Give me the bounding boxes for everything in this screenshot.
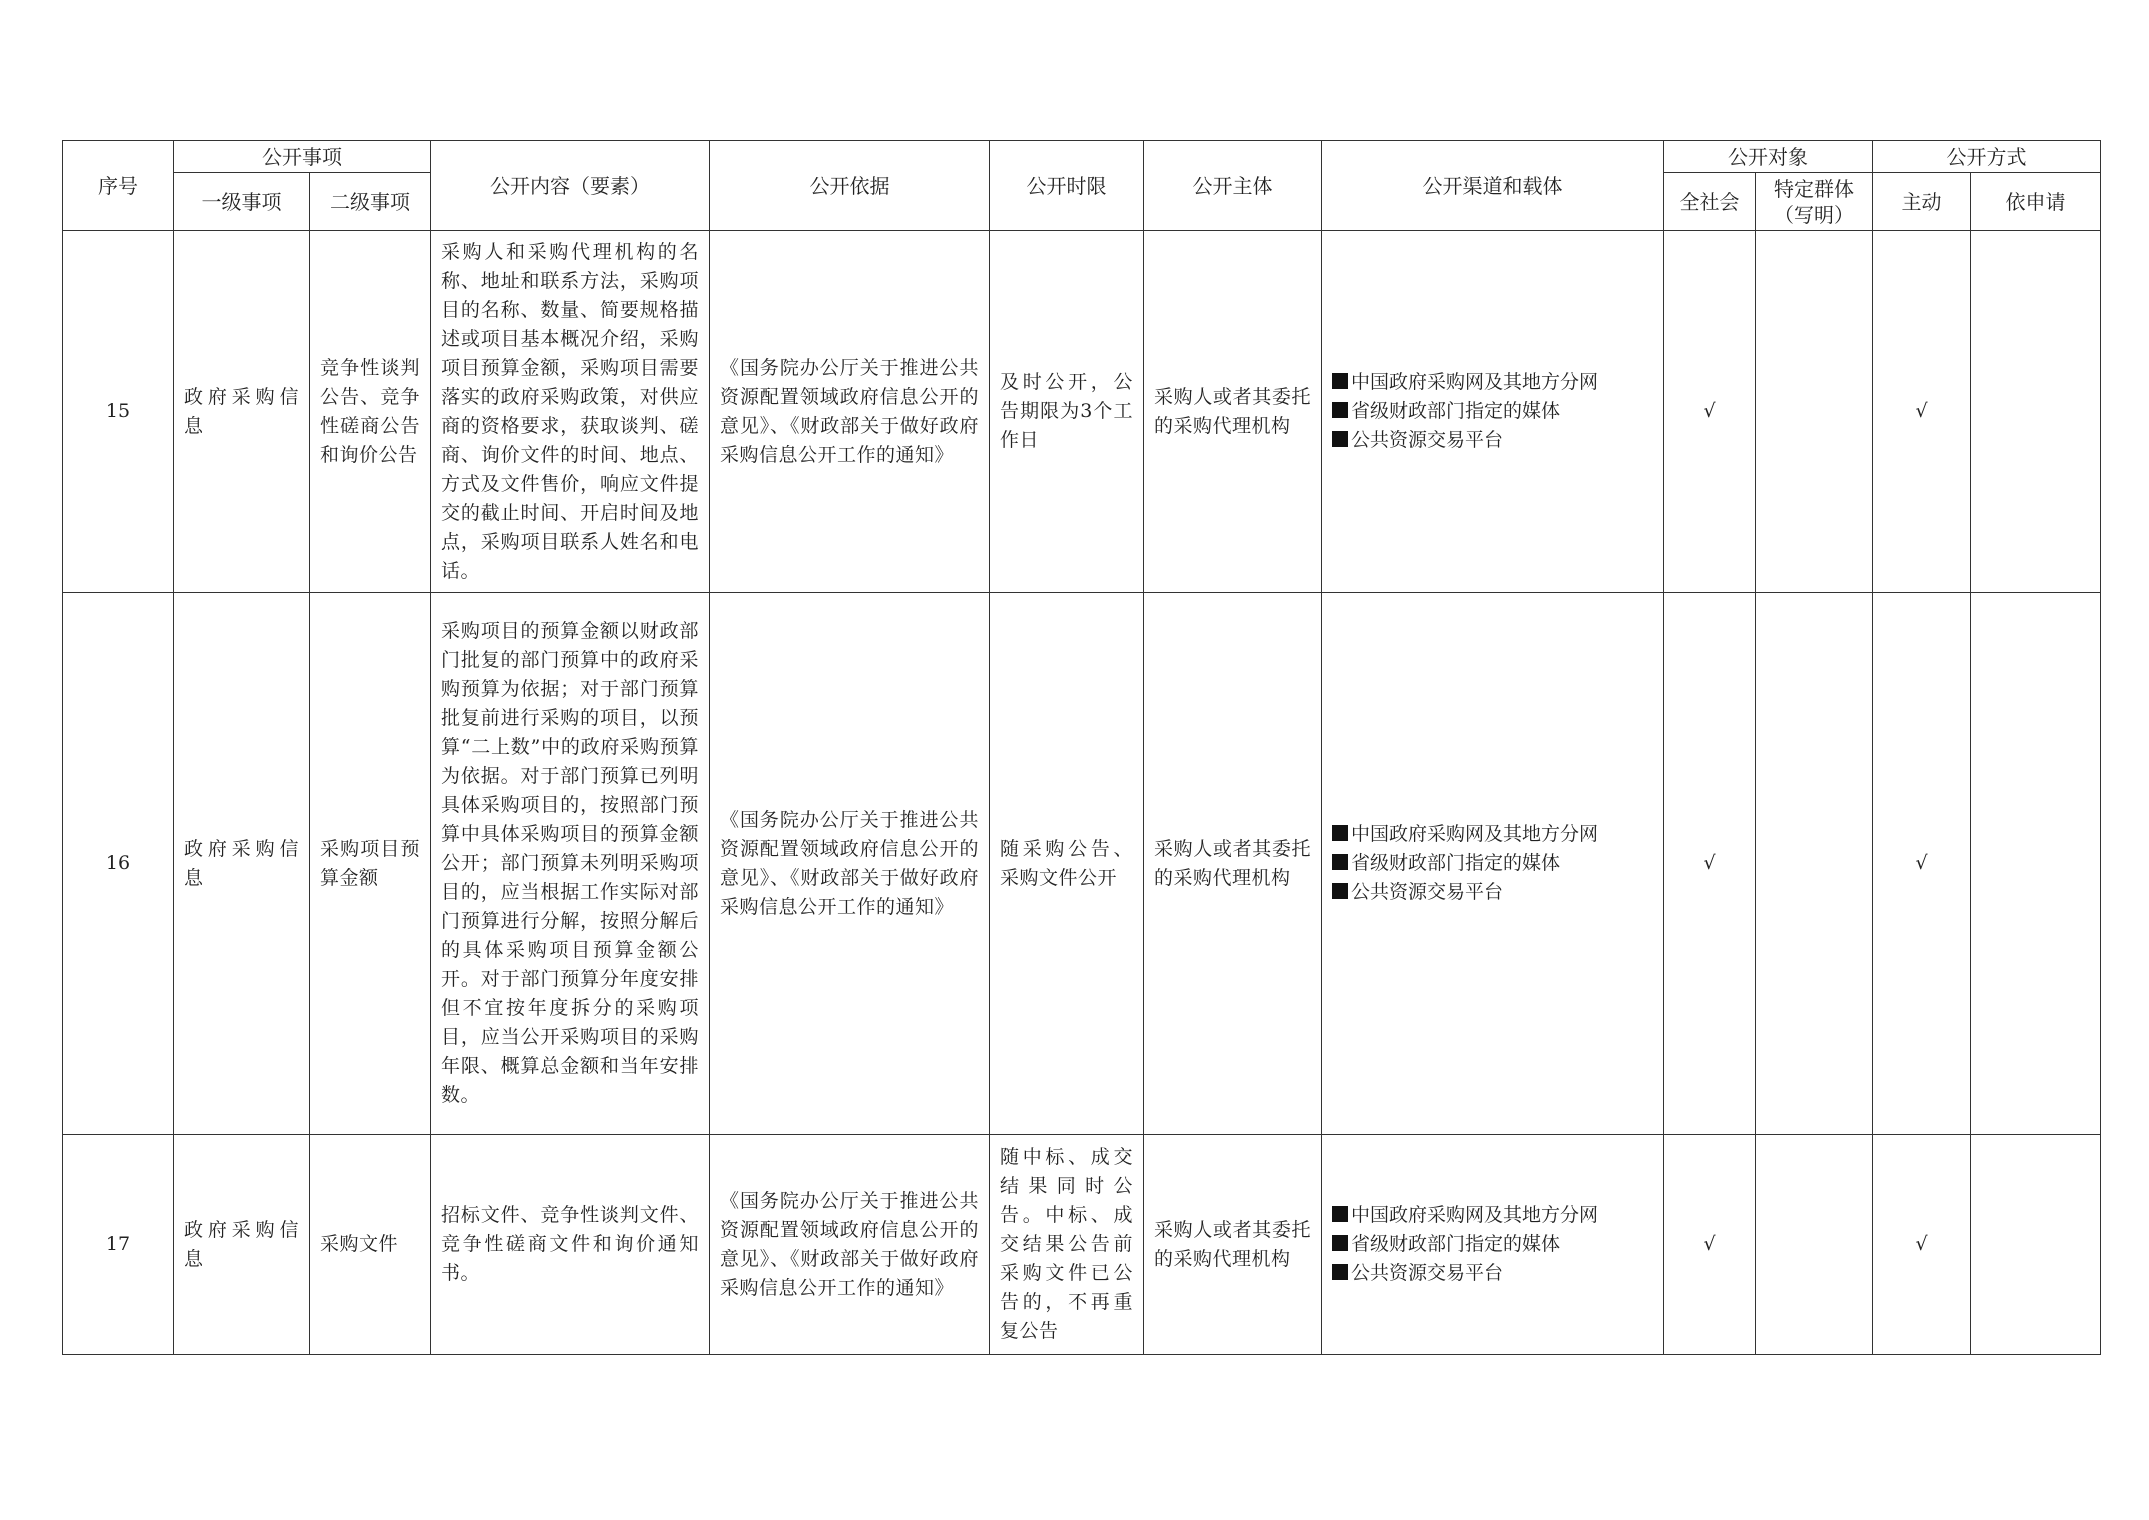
channel-label: 中国政府采购网及其地方分网	[1351, 1204, 1599, 1226]
black-square-icon	[1332, 825, 1348, 841]
row-level2: 采购项目预算金额	[310, 593, 431, 1135]
header-method-active: 主动	[1873, 173, 1971, 231]
row-target-specific	[1756, 231, 1873, 593]
row-basis: 《国务院办公厅关于推进公共资源配置领域政府信息公开的意见》、《财政部关于做好政府采购信息公开工作的通知》	[710, 231, 990, 593]
black-square-icon	[1332, 431, 1348, 447]
header-target-specific	[1756, 173, 1873, 231]
channel-label: 省级财政部门指定的媒体	[1351, 400, 1561, 422]
header-target-specific-line2: （写明）	[1774, 202, 1854, 227]
row-channels	[1322, 1135, 1664, 1355]
channel-item	[1332, 397, 1653, 426]
channel-item	[1332, 1259, 1653, 1288]
row-time-limit: 及时公开，公告期限为3个工作日	[990, 231, 1144, 593]
row-content: 采购项目的预算金额以财政部门批复的部门预算中的政府采购预算为依据；对于部门预算批复前进行采购的项目，以预算“二上数”中的政府采购预算为依据。对于部门预算已列明具体采购项目的，按照部门预算中具体采购项目的预算金额公开；部门预算未列明采购项目的，应当根据工作实际对部门预算进行分解，按照分解后的具体采购项目预算金额公开。对于部门预算分年度安排但不宜按年度拆分的采购项目，应当公开采购项目的采购年限、概算总金额和当年安排数。	[431, 593, 710, 1135]
header-content: 公开内容（要素）	[431, 141, 710, 231]
channel-item	[1332, 1230, 1653, 1259]
row-method-active: √	[1873, 593, 1971, 1135]
channel-label: 省级财政部门指定的媒体	[1351, 852, 1561, 874]
table-header	[63, 141, 2101, 231]
channel-label: 中国政府采购网及其地方分网	[1351, 823, 1599, 845]
black-square-icon	[1332, 373, 1348, 389]
header-time-limit: 公开时限	[990, 141, 1144, 231]
header-subject: 公开主体	[1144, 141, 1322, 231]
row-level1: 政府采购信息	[174, 231, 310, 593]
header-basis: 公开依据	[710, 141, 990, 231]
channel-label: 公共资源交易平台	[1351, 429, 1504, 451]
row-level2: 竞争性谈判公告、竞争性磋商公告和询价公告	[310, 231, 431, 593]
channel-label: 省级财政部门指定的媒体	[1351, 1233, 1561, 1255]
row-content: 招标文件、竞争性谈判文件、竞争性磋商文件和询价通知书。	[431, 1135, 710, 1355]
row-subject: 采购人或者其委托的采购代理机构	[1144, 231, 1322, 593]
header-seq: 序号	[63, 141, 174, 231]
header-method-group: 公开方式	[1873, 141, 2101, 173]
header-target-all: 全社会	[1664, 173, 1756, 231]
header-target-specific-line1: 特定群体	[1774, 176, 1854, 201]
row-subject: 采购人或者其委托的采购代理机构	[1144, 1135, 1322, 1355]
table-row	[63, 593, 2101, 1135]
header-level2: 二级事项	[310, 173, 431, 231]
row-target-all: √	[1664, 231, 1756, 593]
black-square-icon	[1332, 854, 1348, 870]
row-target-specific	[1756, 593, 1873, 1135]
channel-label: 公共资源交易平台	[1351, 881, 1504, 903]
disclosure-table	[62, 140, 2101, 1355]
row-method-apply	[1971, 231, 2101, 593]
row-seq: 16	[63, 593, 174, 1135]
row-basis: 《国务院办公厅关于推进公共资源配置领域政府信息公开的意见》、《财政部关于做好政府采购信息公开工作的通知》	[710, 593, 990, 1135]
row-seq: 15	[63, 231, 174, 593]
header-target-group: 公开对象	[1664, 141, 1873, 173]
channel-label: 中国政府采购网及其地方分网	[1351, 371, 1599, 393]
header-items-group: 公开事项	[174, 141, 431, 173]
channel-item	[1332, 878, 1653, 907]
row-channels	[1322, 593, 1664, 1135]
header-method-apply: 依申请	[1971, 173, 2101, 231]
table-row	[63, 1135, 2101, 1355]
channel-label: 公共资源交易平台	[1351, 1262, 1504, 1284]
row-method-apply	[1971, 593, 2101, 1135]
header-channel: 公开渠道和载体	[1322, 141, 1664, 231]
row-time-limit: 随中标、成交结果同时公告。中标、成交结果公告前采购文件已公告的，不再重复公告	[990, 1135, 1144, 1355]
row-level2: 采购文件	[310, 1135, 431, 1355]
black-square-icon	[1332, 1235, 1348, 1251]
row-method-active: √	[1873, 1135, 1971, 1355]
channel-item	[1332, 368, 1653, 397]
row-target-all: √	[1664, 593, 1756, 1135]
row-target-specific	[1756, 1135, 1873, 1355]
black-square-icon	[1332, 1206, 1348, 1222]
header-level1: 一级事项	[174, 173, 310, 231]
row-level1: 政府采购信息	[174, 1135, 310, 1355]
row-seq: 17	[63, 1135, 174, 1355]
black-square-icon	[1332, 883, 1348, 899]
row-target-all: √	[1664, 1135, 1756, 1355]
row-subject: 采购人或者其委托的采购代理机构	[1144, 593, 1322, 1135]
row-content: 采购人和采购代理机构的名称、地址和联系方法，采购项目的名称、数量、简要规格描述或项目基本概况介绍，采购项目预算金额，采购项目需要落实的政府采购政策，对供应商的资格要求，获取谈判、磋商、询价文件的时间、地点、方式及文件售价，响应文件提交的截止时间、开启时间及地点，采购项目联系人姓名和电话。	[431, 231, 710, 593]
row-level1: 政府采购信息	[174, 593, 310, 1135]
row-basis: 《国务院办公厅关于推进公共资源配置领域政府信息公开的意见》、《财政部关于做好政府采购信息公开工作的通知》	[710, 1135, 990, 1355]
table-row	[63, 231, 2101, 593]
channel-item	[1332, 820, 1653, 849]
row-time-limit: 随采购公告、采购文件公开	[990, 593, 1144, 1135]
black-square-icon	[1332, 1264, 1348, 1280]
black-square-icon	[1332, 402, 1348, 418]
row-method-apply	[1971, 1135, 2101, 1355]
channel-item	[1332, 849, 1653, 878]
channel-item	[1332, 426, 1653, 455]
row-channels	[1322, 231, 1664, 593]
channel-item	[1332, 1201, 1653, 1230]
row-method-active: √	[1873, 231, 1971, 593]
